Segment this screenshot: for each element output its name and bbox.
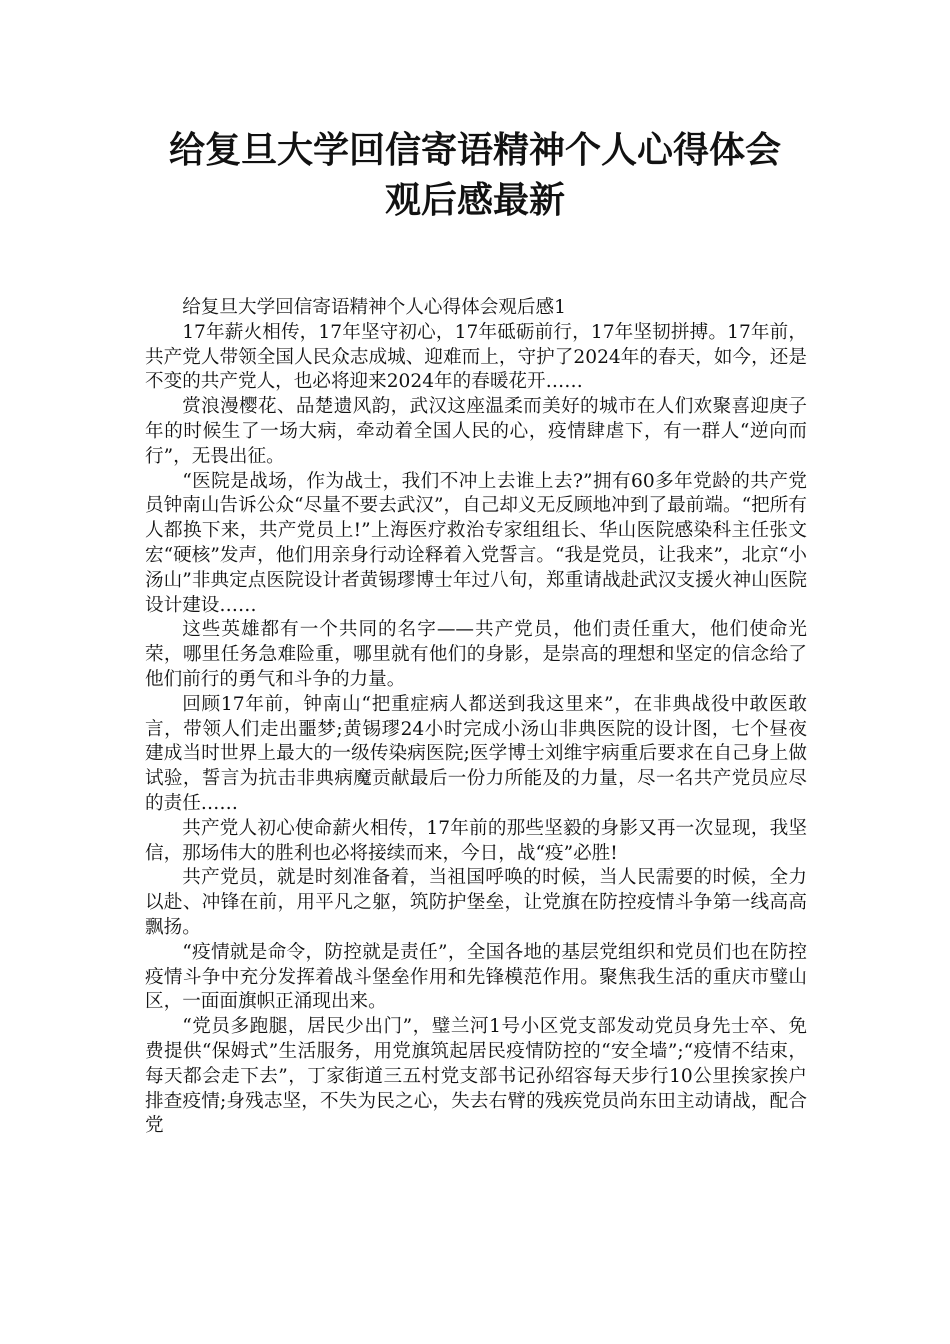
document-title — [120, 126, 830, 226]
section-heading: 给复旦大学回信寄语精神个人心得体会观后感1 — [182, 297, 566, 318]
paragraph: 这些英雄都有一个共同的名字——共产党员，他们责任重大，他们使命光荣，哪里任务急难险重，哪里就有他们的身影，是崇高的理想和坚定的信念给了他们前行的勇气和斗争的力量。 — [145, 619, 807, 690]
paragraph: 赏浪漫樱花、品楚遗风韵，武汉这座温柔而美好的城市在人们欢聚喜迎庚子年的时候生了一场大病，牵动着全国人民的心，疫情肆虐下，有一群人“逆向而行”，无畏出征。 — [145, 396, 807, 467]
paragraph: 回顾17年前，钟南山“把重症病人都送到我这里来”，在非典战役中敢医敢言，带领人们走出噩梦;黄锡璆24小时完成小汤山非典医院的设计图，七个昼夜建成当时世界上最大的一级传染病医院;医学博士刘维宇病重后要求在自己身上做试验，誓言为抗击非典病魔贡献最后一份力所能及的力量，尽一名共产党员应尽的责任…… — [145, 693, 807, 814]
paragraph: 共产党人初心使命薪火相传，17年前的那些坚毅的身影又再一次显现，我坚信，那场伟大的胜利也必将接续而来，今日，战“疫”必胜! — [145, 817, 807, 864]
document-body — [145, 296, 807, 1139]
paragraph: 共产党员，就是时刻准备着，当祖国呼唤的时候，当人民需要的时候，全力以赴、冲锋在前，用平凡之躯，筑防护堡垒，让党旗在防控疫情斗争第一线高高飘扬。 — [145, 867, 807, 938]
paragraph: “党员多跑腿，居民少出门”，璧兰河1号小区党支部发动党员身先士卒、免费提供“保姆式”生活服务，用党旗筑起居民疫情防控的“安全墙”;“疫情不结束，每天都会走下去”，丁家街道三五村党支部书记孙绍容每天步行10公里挨家挨户排查疫情;身残志坚，不失为民之心，失去右臂的残疾党员尚东田主动请战，配合党 — [145, 1016, 807, 1137]
paragraph: 17年薪火相传，17年坚守初心，17年砥砺前行，17年坚韧拼搏。17年前，共产党人带领全国人民众志成城、迎难而上，守护了2024年的春天，如今，还是不变的共产党人，也必将迎来2024年的春暖花开…… — [145, 321, 807, 393]
title-line-2: 观后感最新 — [384, 180, 565, 221]
title-line-1: 给复旦大学回信寄语精神个人心得体会 — [168, 130, 781, 171]
paragraph: “医院是战场，作为战士，我们不冲上去谁上去?”拥有60多年党龄的共产党员钟南山告诉公众“尽量不要去武汉”，自己却义无反顾地冲到了最前端。“把所有人都换下来，共产党员上!”上海医疗救治专家组组长、华山医院感染科主任张文宏“硬核”发声，他们用亲身行动诠释着入党誓言。“我是党员，让我来”，北京“小汤山”非典定点医院设计者黄锡璆博士年过八旬，郑重请战赴武汉支援火神山医院设计建设…… — [145, 470, 807, 616]
paragraph: “疫情就是命令，防控就是责任”，全国各地的基层党组织和党员们也在防控疫情斗争中充分发挥着战斗堡垒作用和先锋模范作用。聚焦我生活的重庆市璧山区，一面面旗帜正涌现出来。 — [145, 941, 807, 1013]
